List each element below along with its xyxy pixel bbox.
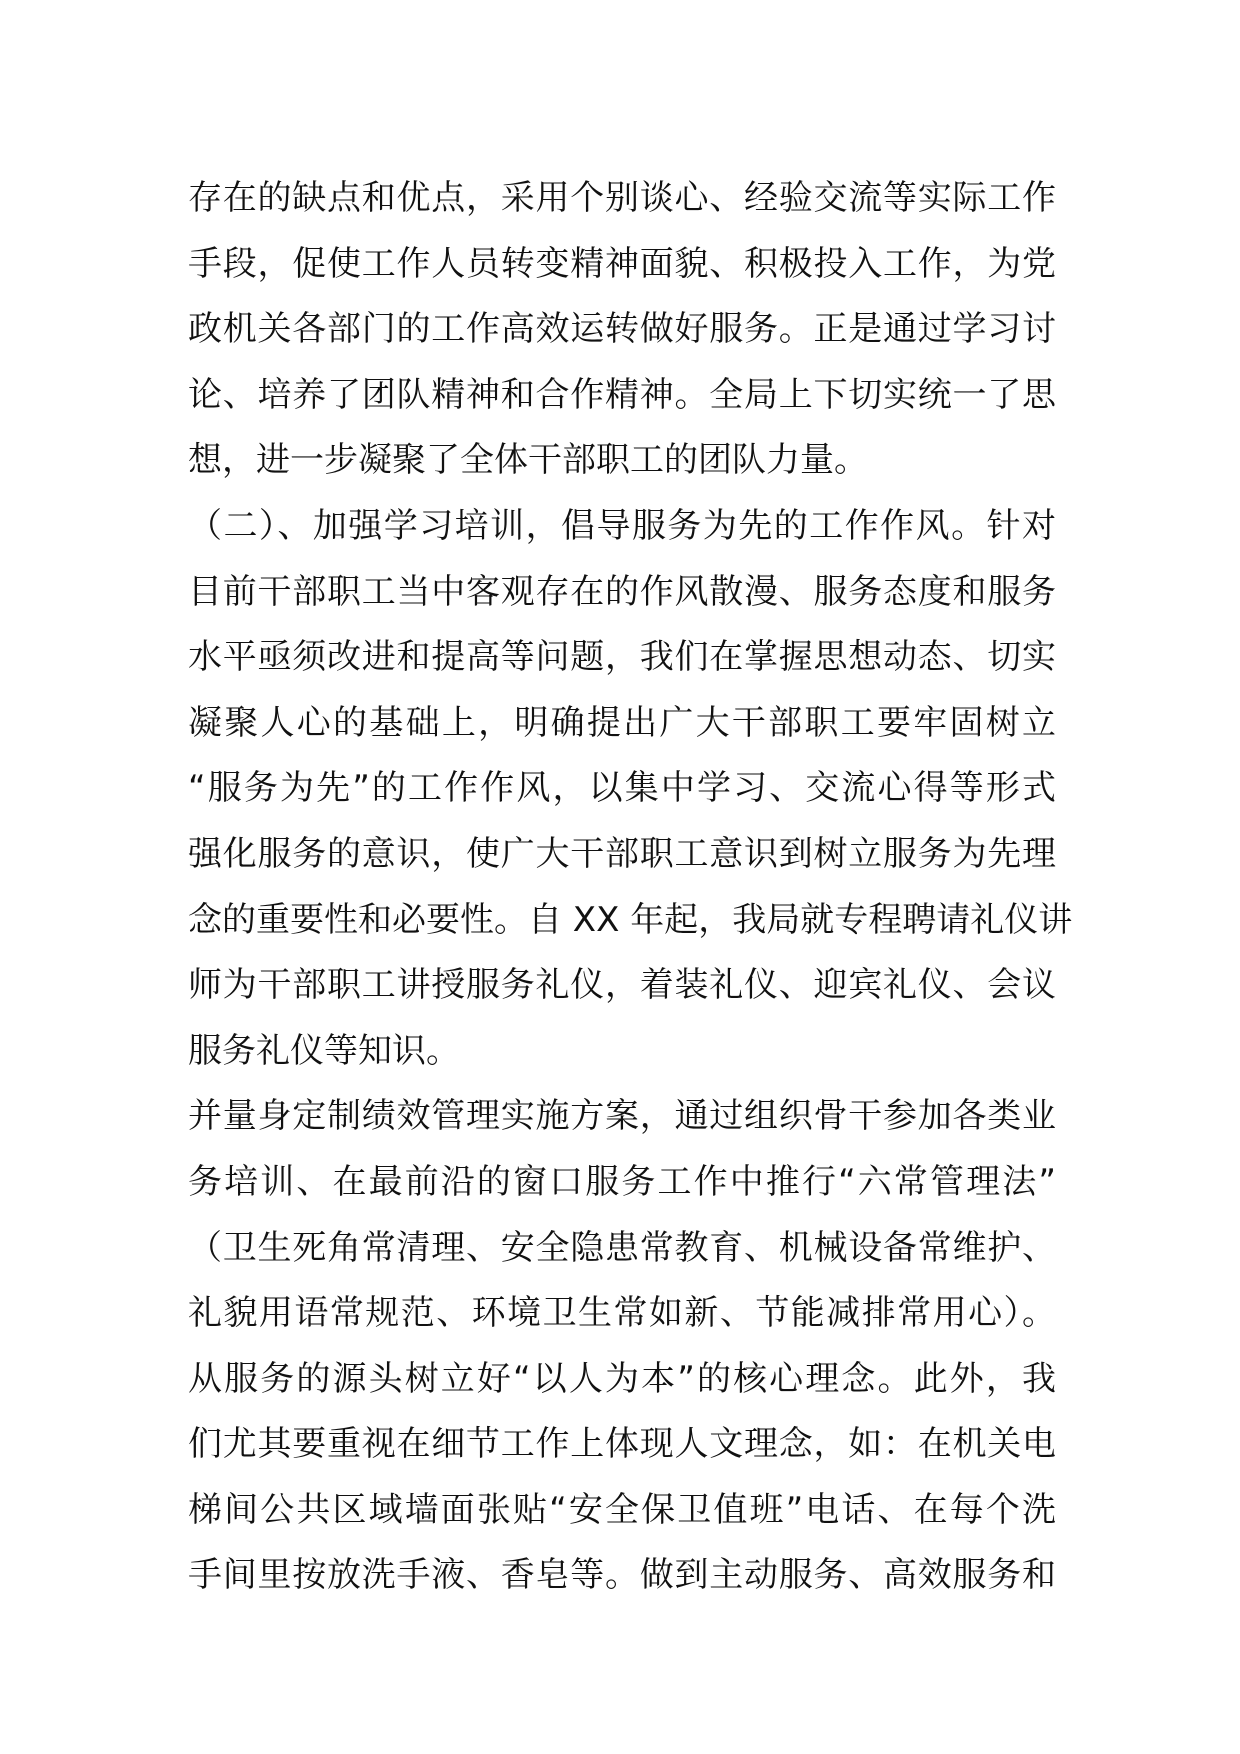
text-line: 凝聚人心的基础上，明确提出广大干部职工要牢固树立 <box>188 702 1056 743</box>
text-line: 存在的缺点和优点，采用个别谈心、经验交流等实际工作 <box>188 178 1056 218</box>
text-line: 手段，促使工作人员转变精神面貌、积极投入工作，为党 <box>188 243 1056 284</box>
text-line: 政机关各部门的工作高效运转做好服务。正是通过学习讨 <box>188 309 1056 350</box>
text-line: 论、培养了团队精神和合作精神。全局上下切实统一了思 <box>188 374 1056 415</box>
text-line: （卫生死角常清理、安全隐患常教育、机械设备常维护、 <box>188 1227 1056 1268</box>
text-line: 礼貌用语常规范、环境卫生常如新、节能减排常用心）。 <box>188 1293 1056 1334</box>
text-line: 梯间公共区域墙面张贴“安全保卫值班”电话、在每个洗 <box>188 1489 1056 1530</box>
text-line: 念的重要性和必要性。自 XX 年起，我局就专程聘请礼仪讲 <box>188 899 1073 940</box>
text-line: 从服务的源头树立好“以人为本”的核心理念。此外，我 <box>188 1358 1056 1399</box>
text-line: 并量身定制绩效管理实施方案，通过组织骨干参加各类业 <box>188 1096 1056 1137</box>
text-line: 们尤其要重视在细节工作上体现人文理念，如：在机关电 <box>188 1424 1056 1465</box>
text-line: 目前干部职工当中客观存在的作风散漫、服务态度和服务 <box>188 571 1056 612</box>
text-line: 师为干部职工讲授服务礼仪，着装礼仪、迎宾礼仪、会议 <box>188 965 1056 1006</box>
text-line: 想，进一步凝聚了全体干部职工的团队力量。 <box>188 440 868 481</box>
text-line: 务培训、在最前沿的窗口服务工作中推行“六常管理法” <box>188 1161 1056 1202</box>
text-line: 水平亟须改进和提高等问题，我们在掌握思想动态、切实 <box>188 637 1056 678</box>
section-heading-line: （二）、加强学习培训，倡导服务为先的工作作风。针对 <box>188 505 1056 546</box>
text-line: 服务礼仪等知识。 <box>188 1030 460 1071</box>
text-line: 强化服务的意识，使广大干部职工意识到树立服务为先理 <box>188 833 1056 874</box>
document-body <box>188 166 1073 1609</box>
text-line: “服务为先”的工作作风，以集中学习、交流心得等形式 <box>188 768 1056 809</box>
text-line: 手间里按放洗手液、香皂等。做到主动服务、高效服务和 <box>188 1555 1056 1596</box>
